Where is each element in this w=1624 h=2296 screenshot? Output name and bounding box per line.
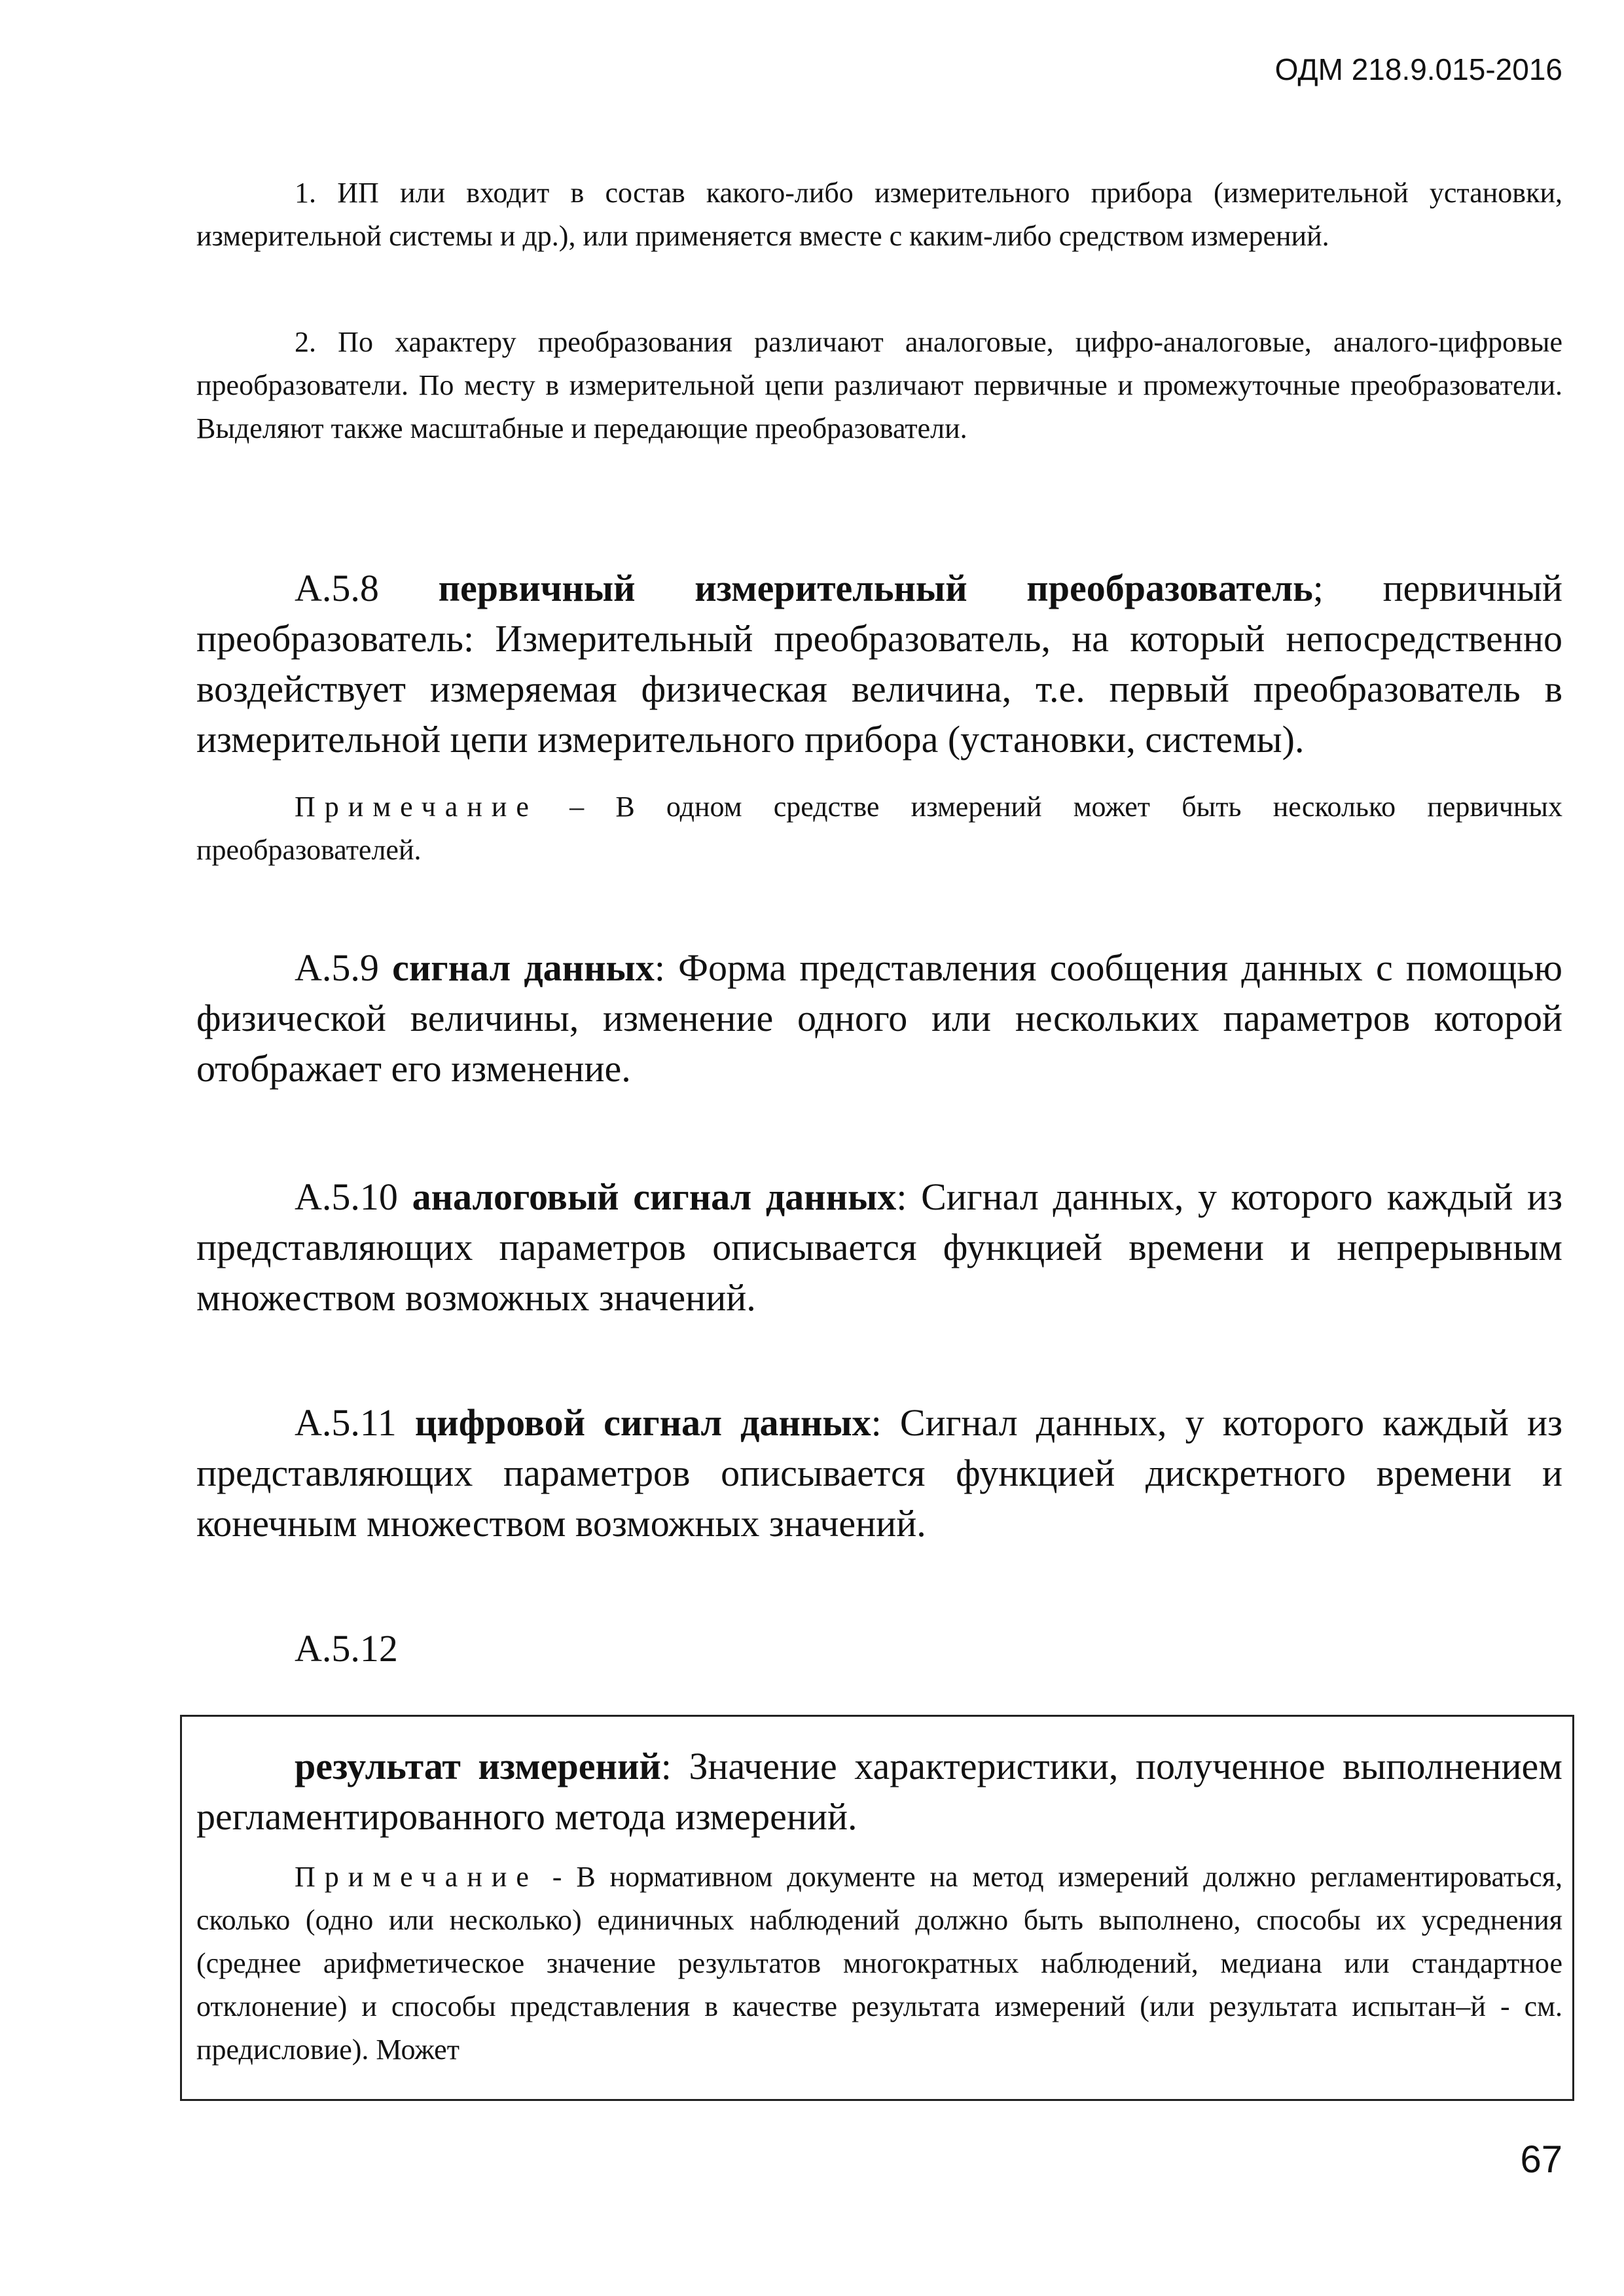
page-number: 67 bbox=[1520, 2138, 1562, 2181]
term-a58-title: первичный измерительный преобразователь bbox=[438, 567, 1313, 609]
term-a58-number: А.5.8 bbox=[295, 567, 379, 609]
term-a512-note bbox=[196, 1856, 1562, 2072]
term-a58-note bbox=[196, 785, 1562, 872]
term-a58-definition: ; первичный преобразователь: Измерительный преобразователь, на который непосредственно воздействует измеряемая физическая величина, т.е. первый преобразователь в измерительной цепи измерительного прибора (установки, системы). bbox=[196, 567, 1562, 761]
term-a59 bbox=[196, 942, 1562, 1094]
term-a511-number: А.5.11 bbox=[295, 1401, 397, 1444]
term-a58-note-text: – В одном средстве измерений может быть несколько первичных преобразователей. bbox=[196, 791, 1562, 866]
term-a512-note-text: - В нормативном документе на метод измерений должно регламентироваться, сколько (одно или несколько) единичных наблюдений должно быть выполнено, способы их усреднения (среднее арифметическое значение результатов многократных наблюдений, медиана или стандартное отклонение) и способы представления в качестве результата измерений (или результата испытан–й - см. предисловие). Может bbox=[196, 1861, 1562, 2066]
term-a510-definition: : Сигнал данных, у которого каждый из представляющих параметров описывается функцией времени и непрерывным множеством возможных значений. bbox=[196, 1175, 1563, 1319]
term-a59-number: А.5.9 bbox=[295, 946, 379, 989]
document-code: ОДМ 218.9.015-2016 bbox=[1274, 52, 1562, 86]
note-1-text: ИП или входит в состав какого-либо измерительного прибора (измерительной установки, измерительной системы и др.), или применяется вместе с каким-либо средством измерений. bbox=[196, 177, 1562, 252]
term-a510 bbox=[196, 1172, 1562, 1323]
note-2-number: 2. bbox=[295, 326, 316, 358]
term-a58 bbox=[196, 563, 1562, 764]
note-2 bbox=[196, 321, 1562, 450]
term-a510-number: А.5.10 bbox=[295, 1175, 398, 1218]
term-a511 bbox=[196, 1397, 1562, 1549]
term-a510-title: аналоговый сигнал данных bbox=[412, 1175, 897, 1218]
note-1-number: 1. bbox=[295, 177, 316, 209]
term-a58-note-label: Примечание bbox=[295, 791, 538, 823]
note-1 bbox=[196, 171, 1562, 258]
term-a59-definition: : Форма представления сообщения данных с помощью физической величины, изменение одного или нескольких параметров которой отображает его изменение. bbox=[196, 946, 1563, 1090]
term-a512-note-label: Примечание bbox=[295, 1861, 538, 1893]
term-a511-title: цифровой сигнал данных bbox=[414, 1401, 871, 1444]
term-a512-title: результат измерений bbox=[295, 1745, 661, 1787]
term-a512-definition: : Значение характеристики, полученное выполнением регламентированного метода измерений. bbox=[196, 1745, 1562, 1838]
term-a511-definition: : Сигнал данных, у которого каждый из представляющих параметров описывается функцией дискретного времени и конечным множеством возможных значений. bbox=[196, 1401, 1562, 1545]
term-a59-title: сигнал данных bbox=[392, 946, 655, 989]
term-a512-number: А.5.12 bbox=[295, 1627, 398, 1670]
term-a512 bbox=[196, 1741, 1562, 1842]
note-2-text: По характеру преобразования различают аналоговые, цифро-аналоговые, аналого-цифровые преобразователи. По месту в измерительной цепи различают первичные и промежуточные преобразователи. Выделяют также масштабные и передающие преобразователи. bbox=[196, 326, 1562, 444]
